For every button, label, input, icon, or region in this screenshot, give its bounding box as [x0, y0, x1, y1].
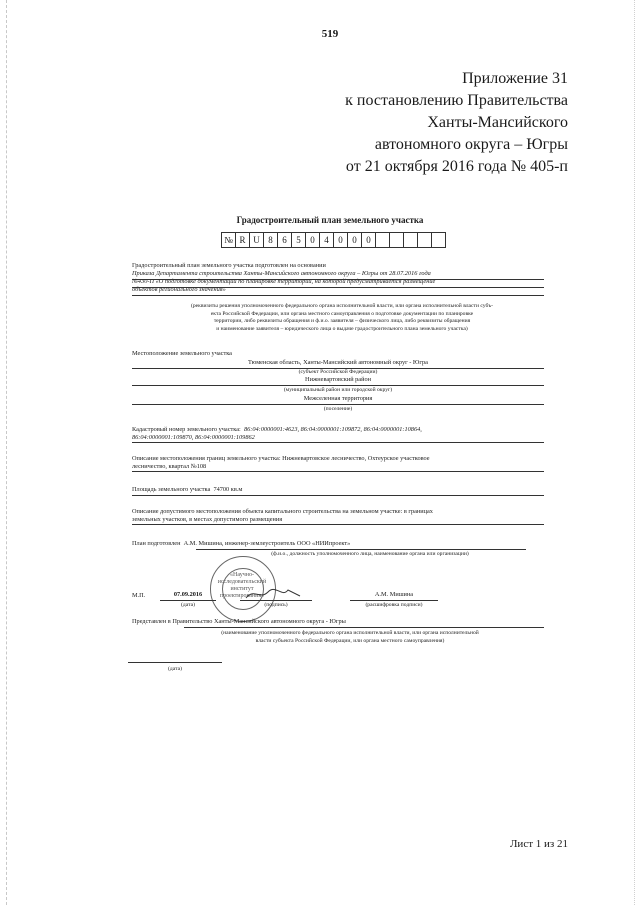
basis-section — [132, 262, 552, 294]
submitted-date-caption: (дата) — [168, 666, 182, 672]
plan-number-cell: 4 — [319, 232, 334, 248]
stamp-text-4: проектирования» — [219, 593, 265, 599]
basis-underline — [132, 287, 544, 288]
plan-number-cell — [417, 232, 432, 248]
prepared-label: План подготовлен — [132, 540, 181, 547]
appendix-line-5: от 21 октября 2016 года № 405-п — [345, 158, 568, 175]
boundaries-section — [132, 455, 552, 471]
submitted-date-line — [128, 662, 222, 663]
prepared-value: А.М. Мишина, инженер-землеустроитель ООО «НИИпроект» — [183, 540, 351, 547]
location-subject: Тюменская область, Ханты-Мансийский автономный округ - Югра — [248, 359, 428, 366]
location-settlement-caption: (поселение) — [323, 406, 353, 412]
prepared-caption: (ф.и.о., должность уполномоченного лица, наименование органа или организации) — [271, 551, 469, 557]
cadastral-label: Кадастровый номер земельного участка: — [132, 426, 241, 433]
plan-number-cell: U — [249, 232, 264, 248]
placement-section — [132, 508, 552, 524]
location-settlement: Межселенная территория — [303, 395, 373, 402]
cadastral-underline — [132, 442, 544, 443]
plan-number-cell: 0 — [333, 232, 348, 248]
plan-number-boxes — [222, 232, 446, 248]
placement-underline — [132, 524, 544, 525]
basis-text-1: Приказа Департамента строительства Ханты-Мансийского автономного округа – Югры от 28.07.2016 года — [132, 270, 431, 277]
location-settlement-line — [132, 404, 544, 405]
submitted-caption-2: власти субъекта Российской Федерации, или органа местного самоуправления) — [255, 637, 445, 644]
plan-number-cell — [375, 232, 390, 248]
prepared-name-line — [350, 600, 438, 601]
prepared-date-line — [160, 600, 216, 601]
location-district: Нижневартовский район — [305, 376, 371, 383]
submitted-section — [132, 618, 552, 626]
placement-line-2: земельных участков, в местах допустимого размещения — [132, 516, 283, 523]
basis-text-3: объектов регионального значения» — [132, 286, 226, 293]
stamp-text-3: институт — [230, 586, 254, 592]
scan-right-edge — [634, 0, 636, 905]
plan-number-cell: № — [221, 232, 236, 248]
basis-caption-1: (реквизиты решения уполномоченного федерального органа исполнительной власти, или органа исполнительной власти субъ- — [191, 303, 493, 309]
cadastral-line-1: 86:04:0000001:4623, 86:04:0000001:109872, 86:04:0000001:10864, — [243, 426, 422, 433]
prepared-date-caption: (дата) — [181, 602, 195, 608]
page-number: 519 — [321, 28, 339, 40]
appendix-header — [228, 68, 568, 178]
appendix-line-1: Приложение 31 — [462, 70, 568, 87]
boundaries-line-1: Описание местоположения границ земельного участка: Нижневартовское лесничество, Охтеурское участковое — [132, 455, 430, 462]
scan-left-edge — [6, 0, 8, 905]
appendix-line-4: автономного округа – Югры — [374, 136, 568, 153]
basis-caption-3: территории, либо реквизиты обращения и ф.и.о. заявителя – физического лица, либо реквизиты обращения — [213, 318, 471, 324]
location-district-line — [132, 385, 544, 386]
plan-number-cell: 8 — [263, 232, 278, 248]
area-underline — [132, 495, 544, 496]
basis-text-2: №430-П «О подготовке документации по планировке территории, на которой предусматривается размещение — [132, 278, 436, 285]
submitted-label: Представлен в — [132, 618, 171, 625]
plan-number-cell — [431, 232, 446, 248]
area-value: 74700 кв.м — [213, 486, 243, 493]
plan-number-cell: 0 — [347, 232, 362, 248]
appendix-line-2: к постановлению Правительства — [345, 92, 568, 109]
location-label: Местоположение земельного участка — [132, 350, 232, 357]
basis-underline — [132, 295, 544, 296]
boundaries-underline — [132, 471, 544, 472]
basis-underline — [132, 279, 544, 280]
signature-caption: (подпись) — [264, 602, 288, 608]
plan-number-cell: R — [235, 232, 250, 248]
appendix-line-3: Ханты-Мансийского — [427, 114, 568, 131]
placement-line-1: Описание допустимого местоположения объекта капитального строительства на земельном участке: в границах — [132, 508, 433, 515]
area-label: Площадь земельного участка — [132, 486, 211, 493]
prepared-section — [132, 540, 552, 548]
basis-label: Градостроительный план земельного участка подготовлен на основании — [132, 262, 326, 269]
prepared-name-caption: (расшифровка подписи) — [365, 602, 423, 608]
basis-caption-4: и наименование заявителя – юридического лица о выдаче градостроительного плана земельного участка) — [216, 325, 468, 332]
submitted-caption — [160, 630, 540, 645]
submitted-underline — [184, 627, 544, 628]
plan-number-cell: 6 — [277, 232, 292, 248]
location-subject-caption: (субъект Российской Федерации) — [298, 369, 378, 375]
submitted-caption-1: (наименование уполномоченного федерального органа исполнительной власти, или органа исполнительной — [221, 630, 479, 636]
submitted-value: Правительство Ханты-Мансийского автономного округа - Югры — [172, 618, 346, 625]
sheet-number: Лист 1 из 21 — [509, 838, 568, 850]
stamp-text-2: исследовательский — [217, 579, 267, 585]
plan-number-cell — [389, 232, 404, 248]
area-section — [132, 486, 242, 494]
document-title: Градостроительный план земельного участка — [236, 215, 424, 225]
cadastral-line-2: 86:04:0000001:109870, 86:04:0000001:109862 — [132, 434, 255, 441]
basis-caption — [132, 303, 552, 333]
plan-number-cell: 5 — [291, 232, 306, 248]
plan-number-cell: 0 — [305, 232, 320, 248]
stamp-text-1: «Научно- — [230, 572, 254, 578]
prepared-date: 07.09.2016 — [173, 591, 203, 598]
prepared-underline — [196, 549, 526, 550]
plan-number-cell: 0 — [361, 232, 376, 248]
basis-caption-2: екта Российской Федерации, или органа местного самоуправления о подготовке документации по планировке — [210, 310, 474, 317]
prepared-name: А.М. Мишина — [374, 591, 414, 598]
boundaries-line-2: лесничество, квартал №108 — [132, 463, 207, 470]
signature-line — [240, 600, 312, 601]
mp-label: М.П. — [132, 592, 146, 599]
location-district-caption: (муниципальный район или городской округ) — [283, 387, 393, 393]
plan-number-cell — [403, 232, 418, 248]
cadastral-section — [132, 426, 552, 442]
